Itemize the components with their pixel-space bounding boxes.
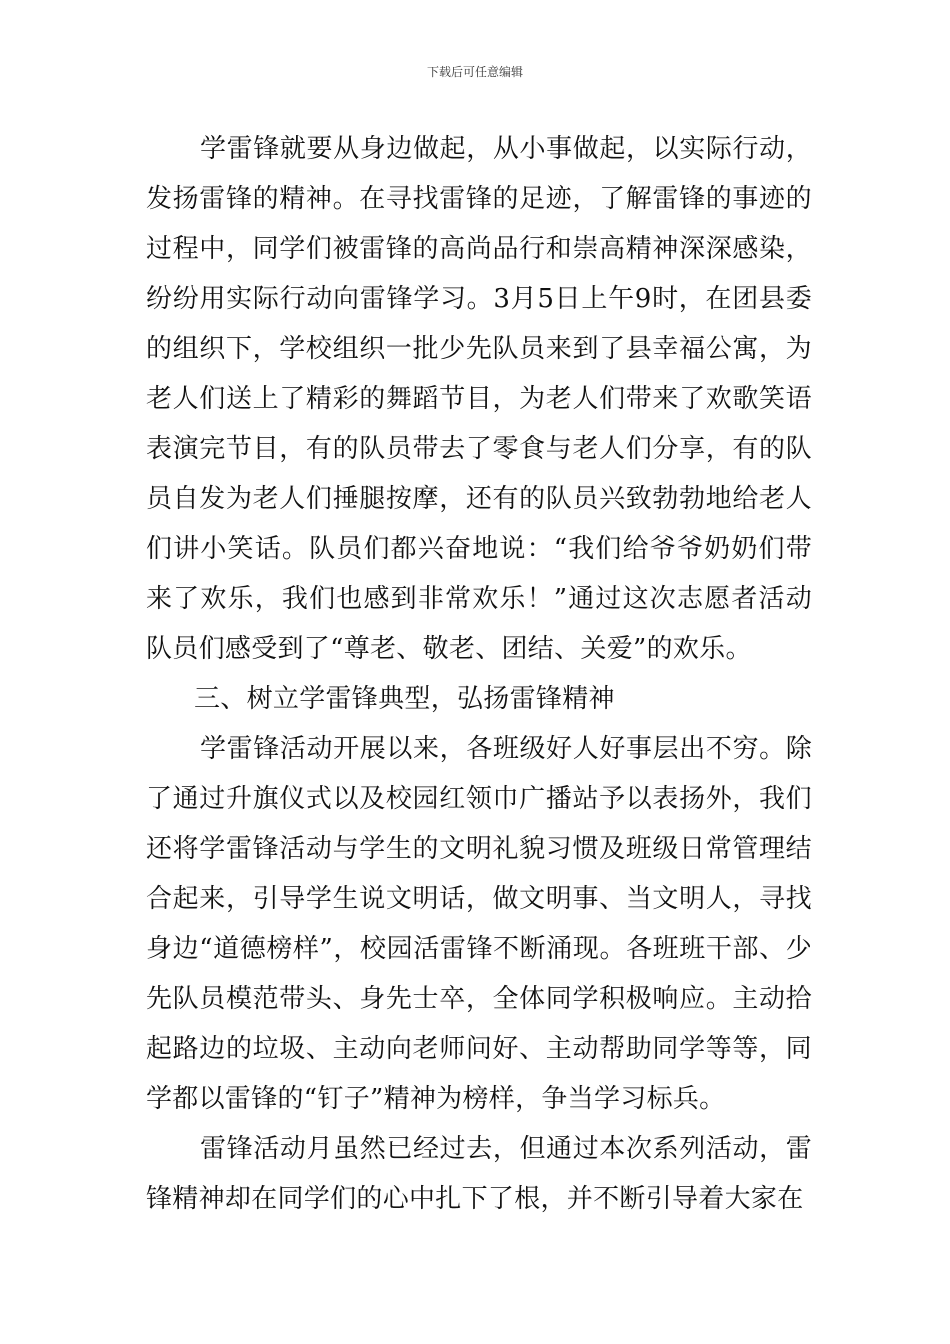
paragraph-conclusion: 雷锋活动月虽然已经过去，但通过本次系列活动，雷锋精神却在同学们的心中扎下了根，并不断引导着大家在 bbox=[146, 1134, 812, 1214]
paragraph-role-models: 学雷锋活动开展以来，各班级好人好事层出不穷。除了通过升旗仪式以及校园红领巾广播站予以表扬外，我们还将学雷锋活动与学生的文明礼貌习惯及班级日常管理结合起来，引导学生说文明话，做文明事、当文明人，寻找身边“道德榜样”，校园活雷锋不断涌现。各班班干部、少先队员模范带头、身先士卒，全体同学积极响应。主动拾起路边的垃圾、主动向老师问好、主动帮助同学等等，同学都以雷锋的“钉子”精神为榜样，争当学习标兵。 bbox=[146, 734, 812, 1114]
section-heading: 三、树立学雷锋典型，弘扬雷锋精神 bbox=[194, 684, 615, 714]
page-header: 下载后可任意编辑 bbox=[426, 65, 523, 79]
document-body bbox=[146, 124, 812, 1224]
paragraph-volunteer-activity: 学雷锋就要从身边做起，从小事做起，以实际行动，发扬雷锋的精神。在寻找雷锋的足迹，了解雷锋的事迹的过程中，同学们被雷锋的高尚品行和崇高精神深深感染，纷纷用实际行动向雷锋学习。3月5日上午9时，在团县委的组织下，学校组织一批少先队员来到了县幸福公寓，为老人们送上了精彩的舞蹈节目，为老人们带来了欢歌笑语表演完节目，有的队员带去了零食与老人们分享，有的队员自发为老人们捶腿按摩，还有的队员兴致勃勃地给老人们讲小笑话。队员们都兴奋地说：“我们给爷爷奶奶们带来了欢乐，我们也感到非常欢乐！”通过这次志愿者活动队员们感受到了“尊老、敬老、团结、关爱”的欢乐。 bbox=[146, 134, 812, 664]
